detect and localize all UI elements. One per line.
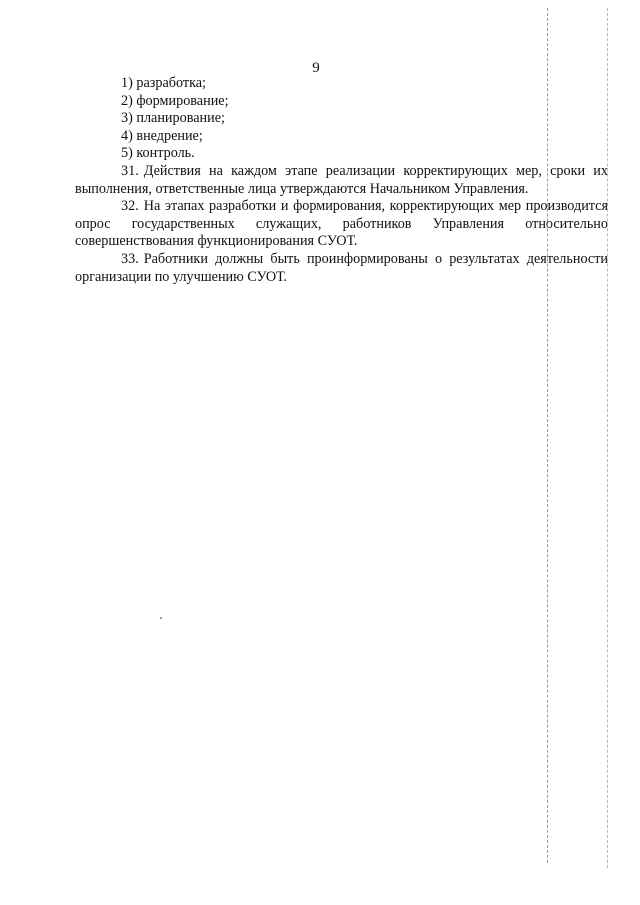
paragraph-text: Работники должны быть проинформированы о результатах деятельности организации по улучшению СУОТ. — [75, 250, 608, 285]
paragraph-32 — [75, 198, 608, 251]
list-item-implementation: 4) внедрение; — [121, 127, 203, 144]
scan-artifact-line — [607, 8, 608, 868]
paragraph-text: Действия на каждом этапе реализации корректирующих мер, сроки их выполнения, ответственные лица утверждаются Начальником Управления. — [75, 162, 608, 197]
scan-artifact-line — [547, 8, 548, 863]
paragraph-text: На этапах разработки и формирования, корректирующих мер производится опрос государственных служащих, работников Управления относительно совершенствования функционирования СУОТ. — [75, 198, 608, 250]
list-item-control: 5) контроль. — [121, 145, 195, 162]
list-item-planning: 3) планирование; — [121, 110, 225, 127]
page-number: 9 — [312, 60, 320, 76]
paragraph-number: 32. — [121, 198, 139, 215]
paragraph-31 — [75, 163, 608, 198]
list-item-development: 1) разработка; — [121, 75, 206, 91]
scan-speck — [160, 617, 162, 619]
paragraph-number: 33. — [121, 250, 139, 267]
list-item-formation: 2) формирование; — [121, 92, 229, 109]
page-content — [75, 75, 608, 286]
paragraph-33 — [75, 251, 608, 286]
paragraph-number: 31. — [121, 162, 139, 179]
